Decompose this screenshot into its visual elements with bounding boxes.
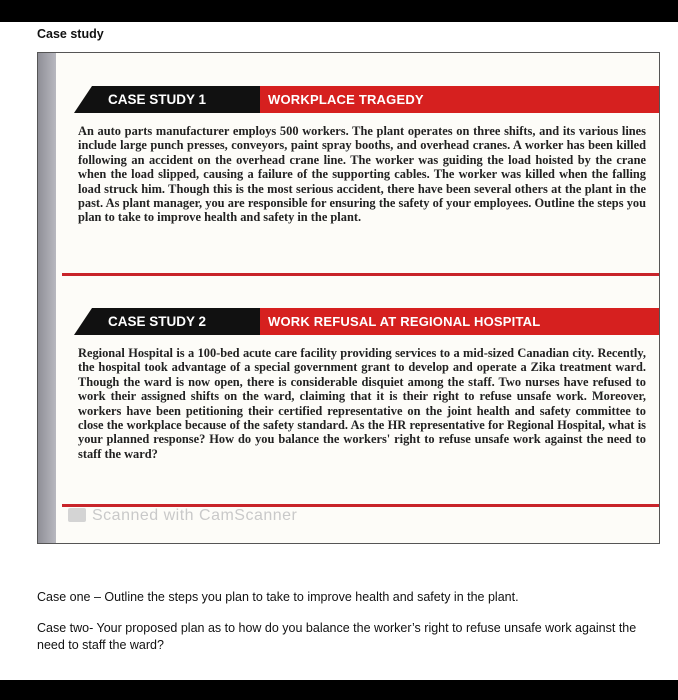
top-black-bar	[0, 0, 678, 22]
case-study-1-body: An auto parts manufacturer employs 500 workers. The plant operates on three shifts, and its various lines include large punch presses, conveyors, paint spray booths, and overhead cranes. A worker has been killed following an accident on the overhead crane line. The worker was guiding the load hoisted by the crane when the load slipped, causing a failure of the supporting cables. The worker was killed when the falling load struck him. Though this is the most serious accident, there have been several others at the plant in the past. As plant manager, you are responsible for ensuring the safety of your employees. Outline the steps you plan to take to improve health and safety in the plant.	[78, 124, 646, 225]
watermark-text: Scanned with CamScanner	[92, 507, 298, 524]
camscanner-watermark	[68, 507, 297, 525]
case-study-1-title: WORKPLACE TRAGEDY	[268, 92, 424, 107]
bottom-black-bar	[0, 680, 678, 700]
case-study-2-title: WORK REFUSAL AT REGIONAL HOSPITAL	[268, 314, 541, 329]
case-study-2	[56, 308, 659, 461]
case-study-photo	[37, 52, 660, 544]
case-study-2-body: Regional Hospital is a 100-bed acute care facility providing services to a mid-sized Canadian city. Recently, the hospital took advantage of a special government grant to develop and operate a Zika treatment ward. Though the ward is now open, there is considerable disquiet among the staff. Two nurses have refused to work their assigned shifts on the ward, claiming that it is their right to refuse unsafe work. Moreover, workers have been petitioning their certified representative on the joint health and safety committee to close the workplace because of the safety standard. As the HR representative for Regional Hospital, what is your planned response? How do you balance the workers' right to refuse unsafe work against the need to staff the ward?	[78, 346, 646, 461]
case-study-1-header	[56, 86, 659, 113]
case-study-2-number: CASE STUDY 2	[108, 314, 207, 329]
photo-left-strip	[38, 53, 56, 543]
camscanner-icon	[68, 508, 86, 522]
case-study-2-header	[56, 308, 659, 335]
case-study-1-number: CASE STUDY 1	[108, 92, 207, 107]
page-heading: Case study	[37, 27, 104, 41]
case-study-1	[56, 86, 659, 225]
question-case-one: Case one – Outline the steps you plan to take to improve health and safety in the plant.	[37, 590, 519, 604]
case-study-1-divider	[62, 273, 659, 276]
question-case-two: Case two- Your proposed plan as to how do you balance the worker’s right to refuse unsafe work against the need to staff the ward?	[37, 621, 637, 652]
